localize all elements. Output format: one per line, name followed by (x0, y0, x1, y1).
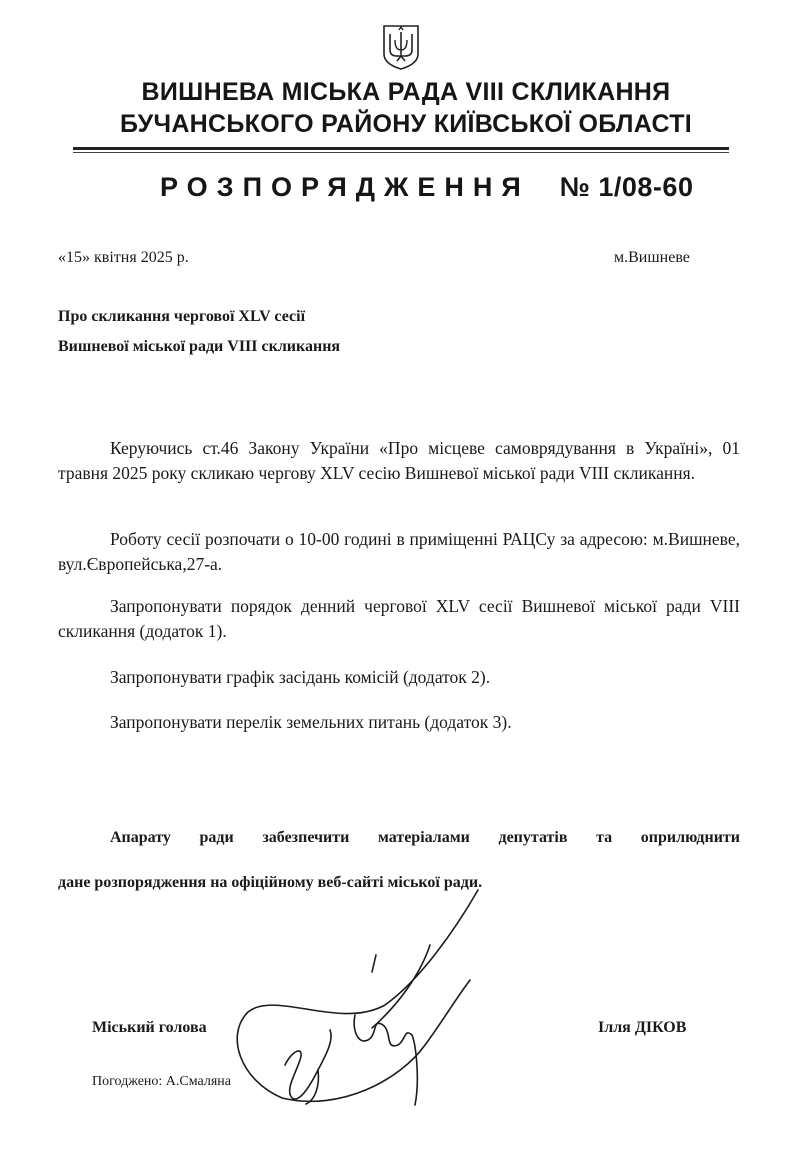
subject-line1: Про скликання чергової XLV сесії (58, 308, 306, 325)
document-date: «15» квітня 2025 р. (58, 249, 189, 266)
body-paragraph-1: Керуючись ст.46 Закону України «Про місцеве самоврядування в Україні», 01 травня 2025 року скликаю чергову XLV сесію Вишневої міської ради VIII скликання. (58, 438, 740, 483)
body-bold-line-2: дане розпорядження на офіційному веб-сайті міської ради. (58, 874, 483, 891)
body-paragraph-3: Запропонувати порядок денний чергової XLV сесії Вишневої міської ради VIII скликання (додаток 1). (58, 596, 740, 641)
document-title (160, 172, 693, 203)
council-name-line1: ВИШНЕВА МІСЬКА РАДА VIII СКЛИКАННЯ (141, 78, 671, 106)
body-paragraph-4: Запропонувати графік засідань комісій (додаток 2). (110, 667, 491, 687)
body-bold-line-1: Апарату ради забезпечити матеріалами депутатів та оприлюднити (110, 829, 740, 846)
signatory-name: Ілля ДІКОВ (598, 1019, 687, 1036)
header-divider-thick (73, 147, 729, 150)
agreed-by: Погоджено: А.Смаляна (92, 1074, 231, 1089)
body-paragraph-5: Запропонувати перелік земельних питань (додаток 3). (110, 712, 512, 732)
body-paragraph-2: Роботу сесії розпочати о 10-00 годині в приміщенні РАЦСу за адресою: м.Вишневе, вул.Європейська,27-а. (58, 529, 740, 574)
signatory-role: Міський голова (92, 1019, 207, 1036)
document-place: м.Вишневе (614, 249, 690, 266)
subject-line2: Вишневої міської ради VIII скликання (58, 338, 341, 355)
council-name-line2: БУЧАНСЬКОГО РАЙОНУ КИЇВСЬКОЇ ОБЛАСТІ (119, 110, 693, 138)
header-divider-thin (73, 152, 729, 153)
document-type: РОЗПОРЯДЖЕННЯ (160, 172, 530, 202)
document-number: № 1/08-60 (559, 172, 694, 202)
trident-coat-of-arms-icon (381, 24, 421, 70)
